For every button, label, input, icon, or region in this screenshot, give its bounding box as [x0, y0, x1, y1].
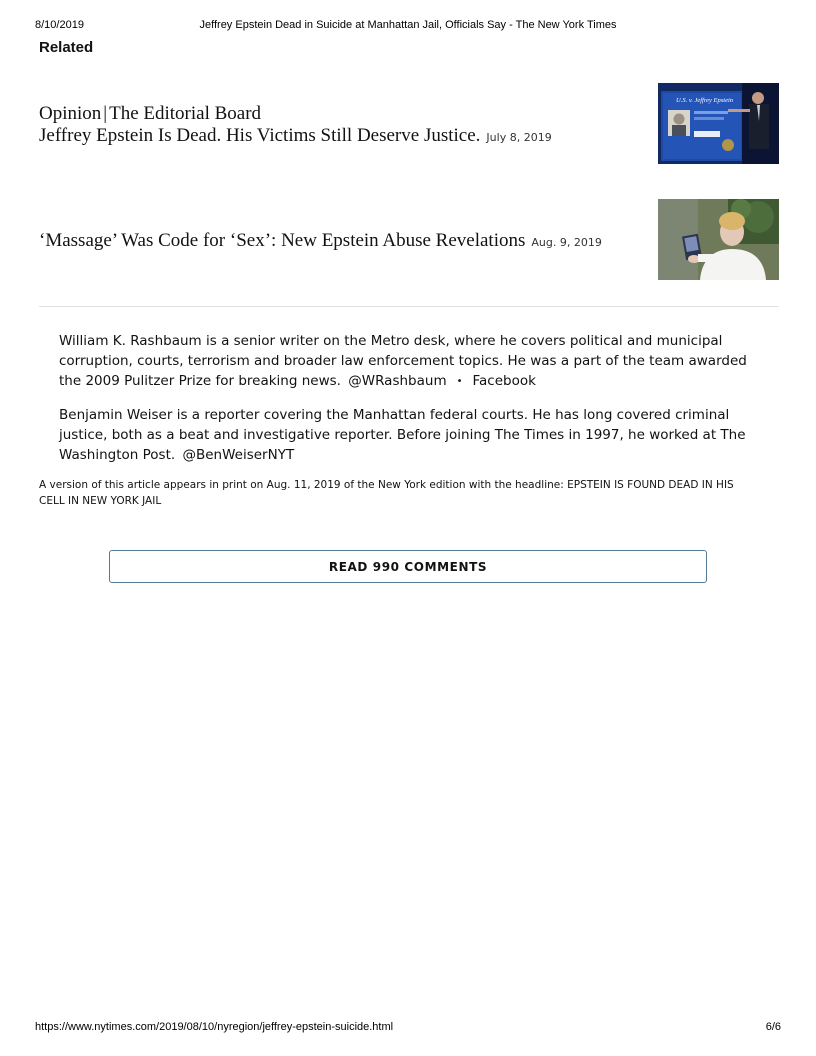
- print-header: [35, 19, 781, 33]
- kicker-section: Opinion: [39, 103, 102, 124]
- bullet-separator: •: [456, 376, 463, 387]
- print-footer: [35, 1021, 781, 1035]
- woman-holding-photo-image: [658, 199, 779, 280]
- related-heading: Related: [39, 39, 94, 56]
- kicker-separator: |: [103, 103, 108, 124]
- twitter-handle-link[interactable]: @WRashbaum: [348, 373, 447, 389]
- print-edition-note: A version of this article appears in print on Aug. 11, 2019 of the New York edition with the headline: EPSTEIN IS FOUND DEAD IN HIS CELL IN NEW YORK JAIL: [39, 479, 734, 507]
- page-number: 6/6: [765, 1021, 781, 1033]
- related-thumbnail-woman-holding-photo[interactable]: [658, 199, 779, 280]
- related-headline[interactable]: Jeffrey Epstein Is Dead. His Victims Still Deserve Justice.: [39, 125, 481, 146]
- print-title: Jeffrey Epstein Dead in Suicide at Manhattan Jail, Officials Say - The New York Times: [199, 19, 617, 31]
- bio-text: Benjamin Weiser is a reporter covering the Manhattan federal courts. He has long covered criminal justice, both as a beat and investigative reporter. Before joining The Times in 1997, he worked at The Washington Post.: [59, 407, 746, 463]
- related-thumbnail-press-conference[interactable]: [658, 83, 779, 164]
- related-item-text: [39, 230, 639, 252]
- author-bio-rashbaum: [59, 331, 760, 392]
- facebook-link[interactable]: Facebook: [472, 373, 536, 389]
- related-item-massage-code[interactable]: [39, 199, 779, 281]
- press-conference-image: [658, 83, 779, 164]
- print-url: https://www.nytimes.com/2019/08/10/nyregion/jeffrey-epstein-suicide.html: [35, 1021, 394, 1033]
- author-bio-weiser: [59, 405, 760, 465]
- twitter-handle-link[interactable]: @BenWeiserNYT: [182, 447, 295, 463]
- bio-text: William K. Rashbaum is a senior writer on the Metro desk, where he covers political and municipal corruption, courts, terrorism and broader law enforcement topics. He was a part of the team awarded the 2009 Pulitzer Prize for breaking news.: [59, 333, 747, 389]
- read-comments-button[interactable]: READ 990 COMMENTS: [109, 550, 707, 583]
- print-date: 8/10/2019: [35, 19, 84, 31]
- related-date: Aug. 9, 2019: [531, 236, 602, 249]
- related-item-editorial[interactable]: [39, 83, 779, 165]
- related-date: July 8, 2019: [486, 131, 552, 144]
- kicker-author: The Editorial Board: [109, 103, 262, 124]
- related-headline[interactable]: ‘Massage’ Was Code for ‘Sex’: New Epstein Abuse Revelations: [39, 230, 526, 251]
- related-kicker: [39, 103, 639, 125]
- section-divider: [39, 306, 779, 307]
- related-item-text: [39, 103, 639, 147]
- sign-text: U.S. v. Jeffrey Epstein: [676, 97, 734, 104]
